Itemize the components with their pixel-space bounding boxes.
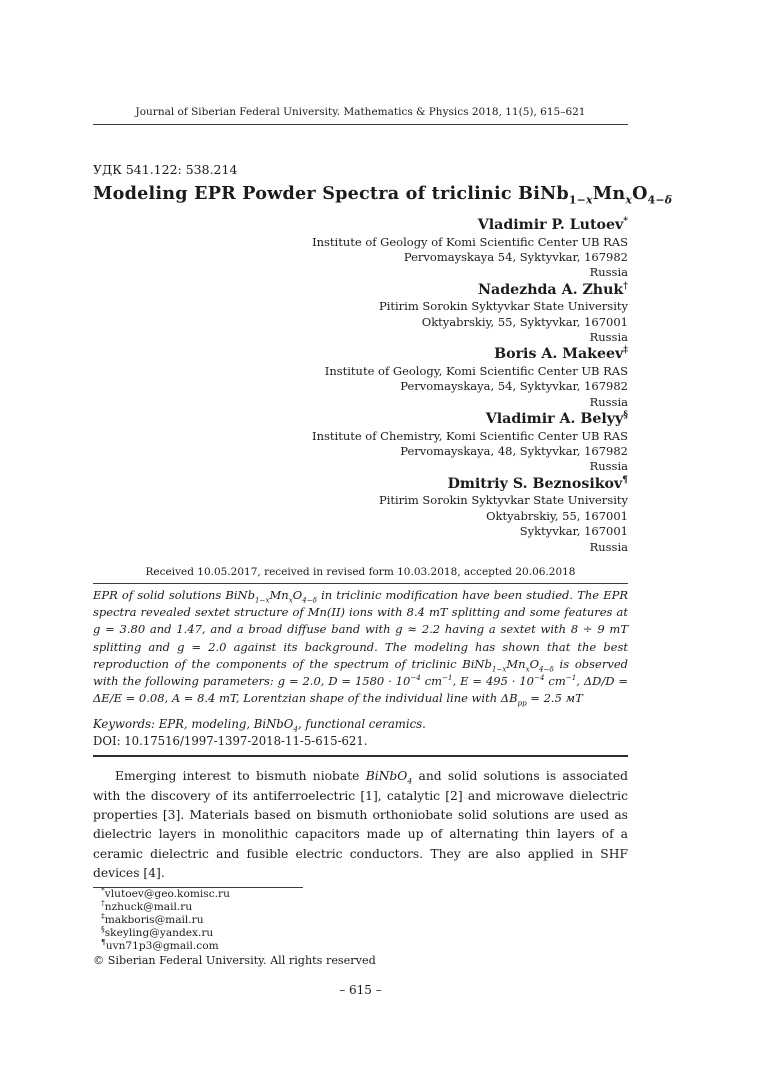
footnote-text: uvn71p3@gmail.com [105,939,219,952]
author [93,475,628,555]
author-affiliation: Russia [589,459,628,474]
footnotes [93,887,628,967]
footnote-mark: ¶ [101,937,106,947]
footnote-email [93,911,628,927]
author-name [93,281,628,300]
author-name [93,216,628,235]
author [93,216,628,281]
footnote-text: nzhuck@mail.ru [104,901,193,914]
author-affiliation: Russia [589,394,628,409]
author-name [93,475,628,494]
author-affiliation: Pervomayskaya 54, Syktyvkar, 167982 [403,249,628,264]
author-affiliation: Russia [589,265,628,280]
author-name [93,345,628,364]
paper-page [93,0,673,998]
footnote-email [93,885,628,901]
page-number: – 615 – [339,983,382,998]
footnote-text: makboris@mail.ru [104,914,204,927]
udc-code: УДК 541.122: 538.214 [93,162,238,177]
copyright-line: © Siberian Federal University. All rights reserved [93,953,376,967]
footnote-text: vlutoev@geo.komisc.ru [104,888,230,901]
author-name [93,410,628,429]
journal-header: Journal of Siberian Federal University. Mathematics & Physics 2018, 11(5), 615–621 [135,106,586,118]
author-affiliation: Institute of Geology, Komi Scientific Center UB RAS [324,363,628,378]
author-footnote-mark: ¶ [622,475,628,486]
author [93,345,628,410]
author-name-text: Boris A. Makeev [494,346,624,363]
footnote-mark: * [101,885,105,895]
author-footnote-mark: § [623,410,628,421]
author-affiliation: Institute of Geology of Komi Scientific Center UB RAS [312,234,628,249]
abstract-rule [93,583,628,584]
author-name-text: Vladimir P. Lutoev [477,217,624,233]
author-affiliation: Institute of Chemistry, Komi Scientific Center UB RAS [312,428,628,443]
received-dates: Received 10.05.2017, received in revised form 10.03.2018, accepted 20.06.2018 [145,566,576,578]
author-block [93,216,628,555]
author-name-text: Vladimir A. Belyy [485,411,624,428]
author-footnote-mark: † [623,280,628,291]
author-footnote-mark: * [623,216,628,227]
keywords-line: Keywords: EPR, modeling, BiNbO$_4$, functional ceramics. [93,717,426,734]
author [93,281,628,346]
author-footnote-mark: ‡ [623,345,628,356]
author-affiliation: Pitirim Sorokin Syktyvkar State University [378,493,628,508]
intro-paragraph: Emerging interest to bismuth niobate BiNbO$_4$ and solid solutions is associated with the discovery of its antiferroelectric [1], catalytic [2] and microwave dielectric properties [3]. Materials based on bismuth orthoniobate solid solutions are used as dielectric layers in monolithic capacitors made up of alternating thin layers of a ceramic dielectric and fusible electric conductors. They are also applied in SHF devices [4]. [93,769,628,880]
author-affiliation: Oktyabrskiy, 55, Syktyvkar, 167001 [421,314,628,329]
footnote-text: skeyling@yandex.ru [104,926,214,939]
author-affiliation: Pervomayskaya, 54, Syktyvkar, 167982 [400,379,628,394]
footnote-email [93,898,628,914]
section-rule [93,755,628,757]
author-name-text: Dmitriy S. Beznosikov [447,475,623,492]
author-affiliation: Russia [589,539,628,554]
author-affiliation: Pitirim Sorokin Syktyvkar State University [378,299,628,314]
author-affiliation: Oktyabrskiy, 55, 167001 [486,508,628,523]
author [93,410,628,475]
author-affiliation: Russia [589,330,628,345]
footnote-mark: † [101,898,105,908]
author-affiliation: Syktyvkar, 167001 [519,524,628,539]
paper-title: Modeling EPR Powder Spectra of triclinic $BiNb_{1-x}Mn_xO_{4-\delta}$ [93,183,673,207]
author-affiliation: Pervomayskaya, 48, Syktyvkar, 167982 [400,444,628,459]
author-name-text: Nadezhda A. Zhuk [478,281,624,298]
header-rule [93,124,628,125]
footnote-email [93,924,628,940]
abstract-text: EPR of solid solutions $BiNb_{1-x}Mn_xO_{4-\delta}$ in triclinic modification have been studied. The EPR spectra revealed sextet structure of Mn(II) ions with 8.4 mT splitting and some features at g = 3.80 and 1.47, and a broad diffuse band with g ≈ 2.2 having a sextet with 8 ÷ 9 mT splitting and g = 2.0 against its background. The modeling has shown that the best reproduction of the components of the spectrum of triclinic $BiNb_{1-x}Mn_xO_{4-\delta}$ is observed with the following parameters: g = 2.0, $D = 1580 \cdot 10^{-4}$ $cm^{-1}$, $E = 495 \cdot 10^{-4}$ $cm^{-1}$, ΔD/D = ΔE/E = 0.08, A = 8.4 mT, Lorentzian shape of the individual line with $\Delta B_{pp} = 2.5$ мT [93,588,629,708]
footnote-mark: § [101,924,105,934]
footnote-email [93,937,628,953]
doi-line: DOI: 10.17516/1997-1397-2018-11-5-615-621. [93,734,368,749]
footnote-mark: ‡ [101,911,105,921]
